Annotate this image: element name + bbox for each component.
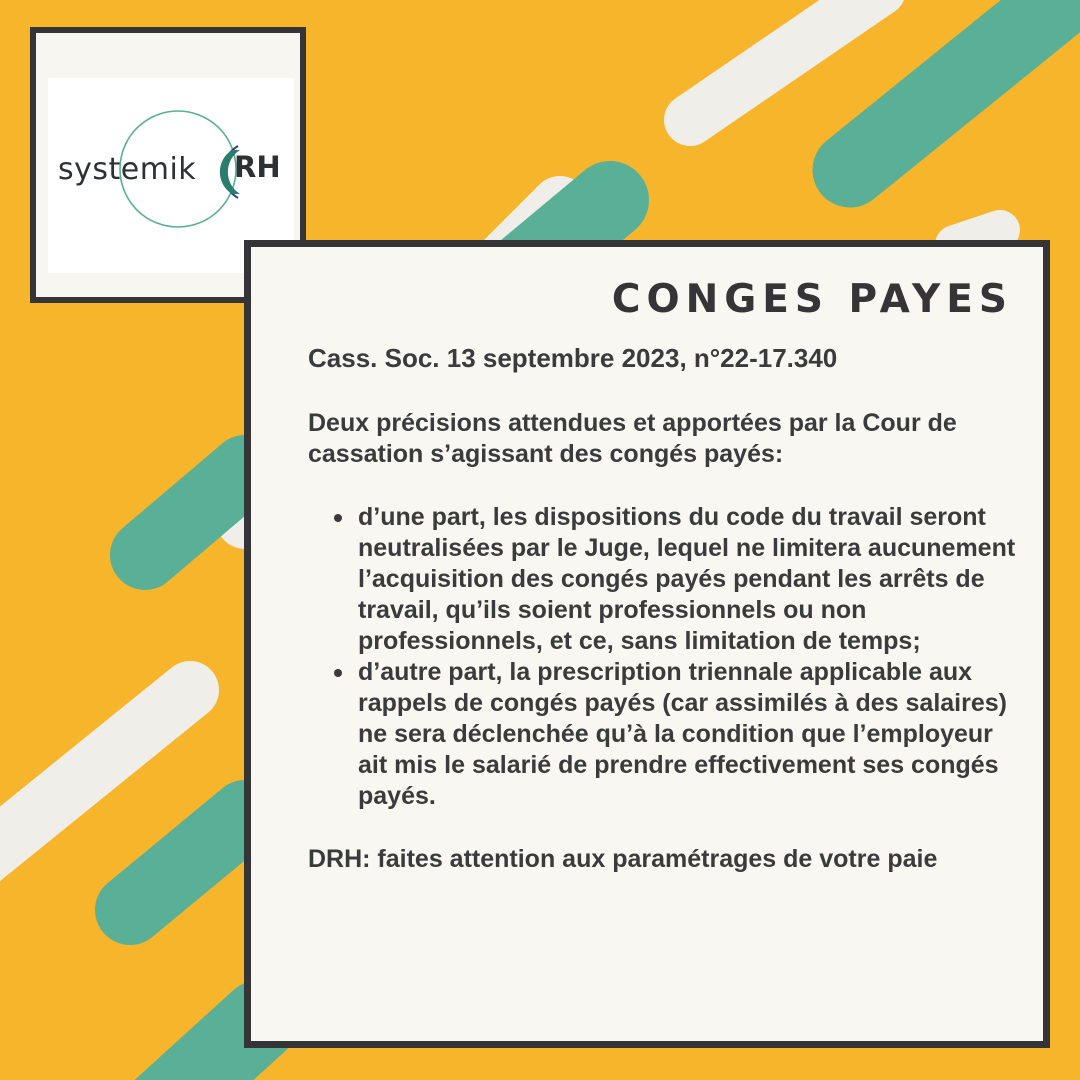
case-reference: Cass. Soc. 13 septembre 2023, n°22-17.340 <box>308 343 838 373</box>
card-body <box>308 343 1028 875</box>
conclusion-text: DRH: faites attention aux paramétrages de votre paie <box>308 845 938 873</box>
list-item: d’autre part, la prescription triennale applicable aux rappels de congés payés (car assimilés à des salaires) ne sera déclenchée qu’à la condition que l’employeur ait mis le salarié de prendre effectivement ses congés payés. <box>358 657 1028 812</box>
stripe-white-top <box>690 0 880 120</box>
stripe-green-bottom-left <box>130 815 245 910</box>
list-item: d’une part, les dispositions du code du travail seront neutralisées par le Juge, lequel ne limitera aucunement l’acquisition des congés payés pendant les arrêts de travail, qu’ils soient professionnels ou non professionnels, et ce, sans limitation de temps; <box>358 502 1028 657</box>
stripe-green-top-right <box>850 0 1080 170</box>
logo-rh-mark: RH <box>234 150 281 184</box>
bullet-list <box>308 502 1028 812</box>
stripe-white-left <box>0 690 190 860</box>
logo-wordmark: systemik <box>58 152 197 187</box>
intro-text: Deux précisions attendues et apportées par la Cour de cassation s’agissant des congés payés: <box>308 409 957 468</box>
card-title: CONGES PAYES <box>611 277 1013 322</box>
content-card <box>244 240 1050 1048</box>
